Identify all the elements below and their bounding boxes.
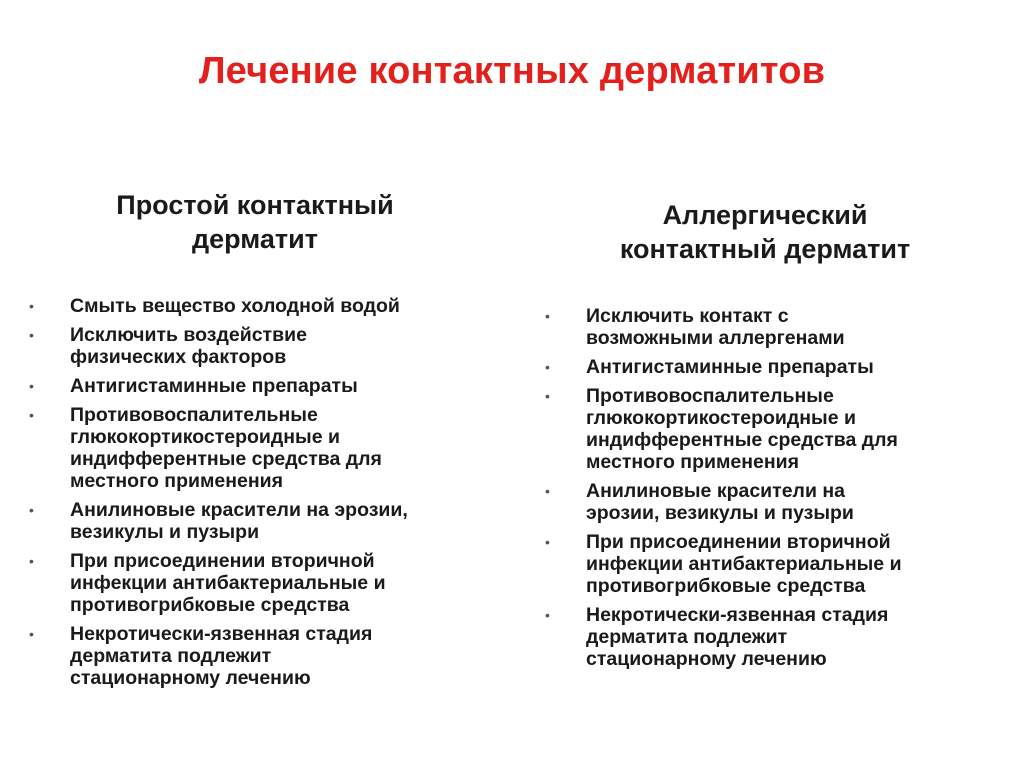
list-item: • Анилиновые красители на эрозии, везикулы и пузыри xyxy=(545,480,854,524)
list-item: • Некротически-язвенная стадия дерматита подлежит стационарному лечению xyxy=(545,604,889,670)
bullet-icon: • xyxy=(29,407,34,423)
list-item: • Антигистаминные препараты xyxy=(545,356,874,378)
bullet-icon: • xyxy=(29,378,34,394)
bullet-icon: • xyxy=(29,298,34,314)
bullet-icon: • xyxy=(29,626,34,642)
bullet-icon: • xyxy=(545,534,550,550)
bullet-icon: • xyxy=(545,388,550,404)
list-item: • Противовоспалительные глюкокортикостероидные и индифферентные средства для местного применения xyxy=(545,385,898,473)
bullet-icon: • xyxy=(29,553,34,569)
simple-dermatitis-treatment-list xyxy=(26,295,506,696)
list-item: • Исключить контакт с возможными аллергенами xyxy=(545,305,845,349)
list-item: • Исключить воздействие физических факторов xyxy=(29,324,307,368)
bullet-icon: • xyxy=(29,502,34,518)
bullet-icon: • xyxy=(545,483,550,499)
list-item: • Антигистаминные препараты xyxy=(29,375,358,397)
list-item: • При присоединении вторичной инфекции антибактериальные и противогрибковые средства xyxy=(29,550,386,616)
left-column-heading: Простой контактный дерматит xyxy=(116,190,394,254)
list-item: • При присоединении вторичной инфекции антибактериальные и противогрибковые средства xyxy=(545,531,902,597)
page-title: Лечение контактных дерматитов xyxy=(198,50,826,92)
right-column-heading: Аллергический контактный дерматит xyxy=(619,200,911,264)
bullet-icon: • xyxy=(545,607,550,623)
list-item: • Противовоспалительные глюкокортикостероидные и индифферентные средства для местного применения xyxy=(29,404,382,492)
bullet-icon: • xyxy=(545,359,550,375)
list-item: • Анилиновые красители на эрозии, везикулы и пузыри xyxy=(29,499,408,543)
list-item: • Смыть вещество холодной водой xyxy=(29,295,400,317)
list-item: • Некротически-язвенная стадия дерматита подлежит стационарному лечению xyxy=(29,623,373,689)
bullet-icon: • xyxy=(545,308,550,324)
allergic-dermatitis-treatment-list xyxy=(542,305,1022,677)
bullet-icon: • xyxy=(29,327,34,343)
